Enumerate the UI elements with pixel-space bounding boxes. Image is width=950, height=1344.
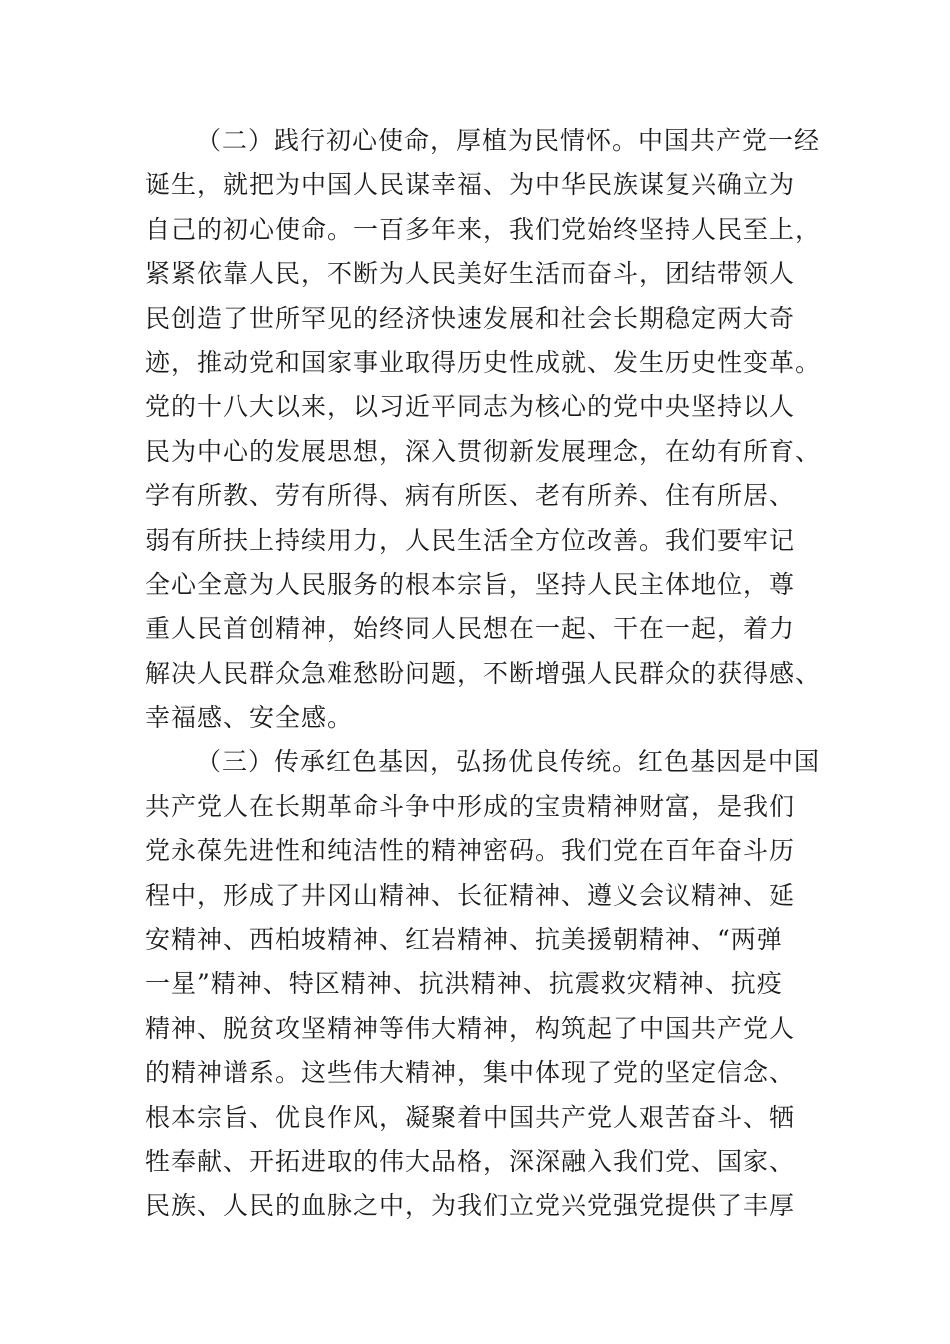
text-line: 党永葆先进性和纯洁性的精神密码。我们党在百年奋斗历 [145,836,796,866]
text-line: （二）践行初心使命，厚植为民情怀。中国共产党一经 [196,126,821,155]
text-line: 诞生，就把为中国人民谋幸福、为中华民族谋复兴确立为 [145,170,796,200]
text-line: 程中，形成了井冈山精神、长征精神、遵义会议精神、延 [145,880,796,910]
text-line: 紧紧依靠人民，不断为人民美好生活而奋斗，团结带领人 [145,259,796,289]
text-line: 解决人民群众急难愁盼问题，不断增强人民群众的获得感、 [145,658,822,688]
text-line: 民为中心的发展思想，深入贯彻新发展理念，在幼有所育、 [145,436,822,466]
text-line: 弱有所扶上持续用力，人民生活全方位改善。我们要牢记 [145,525,796,555]
text-line: 精神、脱贫攻坚精神等伟大精神，构筑起了中国共产党人 [145,1013,796,1043]
document-body [145,119,822,1229]
text-line: （三）传承红色基因，弘扬优良传统。红色基因是中国 [196,747,821,777]
paragraph-3 [145,740,821,1228]
text-line: 共产党人在长期革命斗争中形成的宝贵精神财富，是我们 [145,791,796,821]
text-line: 全心全意为人民服务的根本宗旨，坚持人民主体地位，尊 [145,569,796,599]
text-line: 一星”精神、特区精神、抗洪精神、抗震救灾精神、抗疫 [145,969,783,999]
text-line: 牲奉献、开拓进取的伟大品格，深深融入我们党、国家、 [145,1146,796,1176]
text-line: 安精神、西柏坡精神、红岩精神、抗美援朝精神、“两弹 [145,925,783,955]
text-line: 党的十八大以来，以习近平同志为核心的党中央坚持以人 [145,392,796,422]
text-line: 学有所教、劳有所得、病有所医、老有所养、住有所居、 [145,481,796,511]
text-line: 民创造了世所罕见的经济快速发展和社会长期稳定两大奇 [145,303,796,333]
text-line: 迹，推动党和国家事业取得历史性成就、发生历史性变革。 [145,347,822,377]
text-line: 的精神谱系。这些伟大精神，集中体现了党的坚定信念、 [145,1058,796,1088]
text-line: 自己的初心使命。一百多年来，我们党始终坚持人民至上， [145,214,822,244]
text-line: 幸福感、安全感。 [145,703,354,733]
text-line: 民族、人民的血脉之中，为我们立党兴党强党提供了丰厚 [145,1191,796,1221]
paragraph-2 [145,119,822,740]
text-line: 重人民首创精神，始终同人民想在一起、干在一起，着力 [145,614,796,644]
text-line: 根本宗旨、优良作风，凝聚着中国共产党人艰苦奋斗、牺 [145,1102,796,1132]
